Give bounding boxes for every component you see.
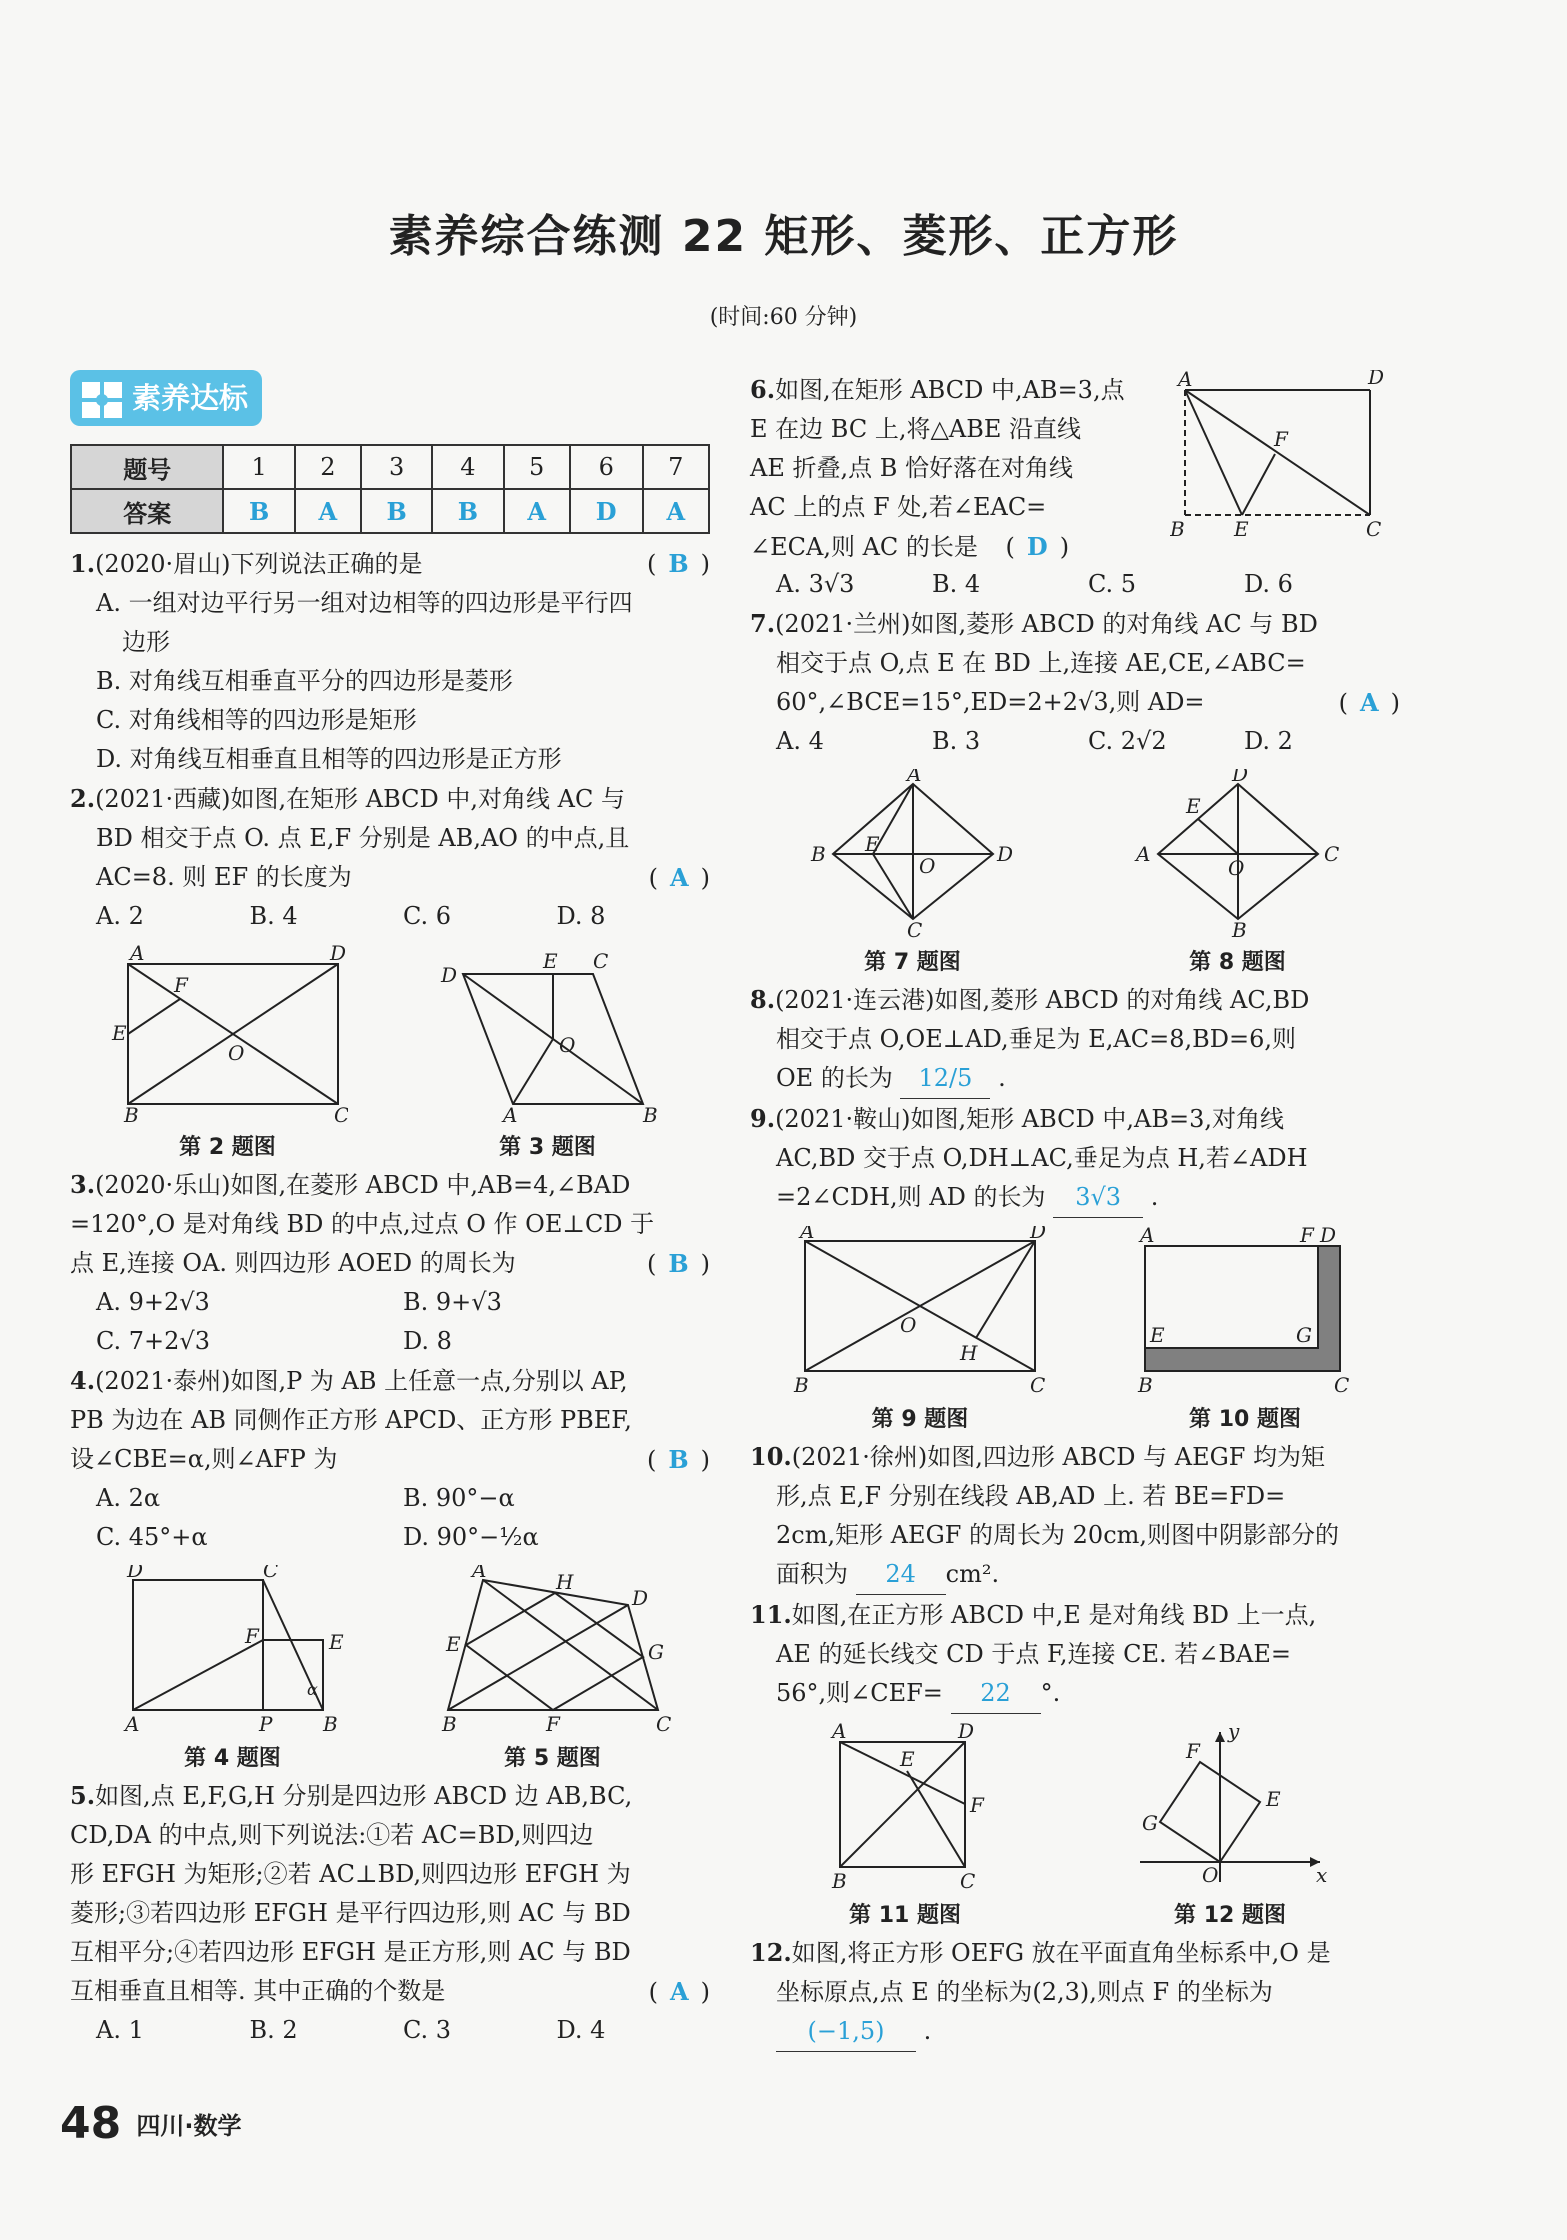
figure-row — [70, 1565, 710, 1772]
question-line — [70, 1972, 710, 2011]
question-line-text: AC=8. 则 EF 的长度为 — [96, 863, 352, 891]
question-line — [70, 1244, 710, 1283]
svg-text:C: C — [1030, 1373, 1046, 1396]
table-answer: A — [295, 489, 361, 533]
svg-text:D: D — [1030, 1226, 1047, 1243]
figure-9-diagram — [790, 1226, 1050, 1396]
option: D. 对角线互相垂直且相等的四边形是正方形 — [96, 745, 562, 773]
svg-text:H: H — [960, 1341, 978, 1365]
answer: B — [668, 1249, 689, 1278]
table-number: 4 — [432, 445, 503, 489]
question-line: (2021·连云港)如图,菱形 ABCD 的对角线 AC,BD — [775, 986, 1310, 1014]
figure-2-diagram — [108, 944, 348, 1124]
question-line: AC 上的点 F 处,若∠EAC= — [750, 493, 1047, 521]
svg-text:D: D — [126, 1565, 143, 1582]
answer-mark: ( A ) — [648, 863, 710, 892]
options — [70, 2011, 710, 2050]
question-number: 7. — [750, 609, 776, 638]
svg-text:A: A — [471, 1565, 486, 1582]
option: A. 一组对边平行另一组对边相等的四边形是平行四 — [96, 589, 633, 617]
question-line: 形 EFGH 为矩形;②若 AC⊥BD,则四边形 EFGH 为 — [70, 1860, 631, 1888]
question-line: 如图,在矩形 ABCD 中,AB=3,点 — [775, 376, 1125, 404]
question-line-text: 60°,∠BCE=15°,ED=2+2√3,则 AD= — [776, 688, 1205, 716]
svg-text:F: F — [173, 973, 188, 997]
svg-text:O: O — [1202, 1863, 1219, 1887]
svg-text:B: B — [1138, 1373, 1153, 1396]
options — [70, 1283, 710, 1322]
option: B. 9+√3 — [403, 1288, 502, 1316]
figure-caption: 第 11 题图 — [849, 1903, 961, 1928]
answer-mark: ( D ) — [1005, 532, 1070, 561]
question-8 — [750, 980, 1400, 1099]
table-number: 2 — [295, 445, 361, 489]
question-6 — [750, 370, 1400, 565]
svg-text:G: G — [1142, 1811, 1158, 1835]
option: B. 3 — [932, 727, 981, 755]
option: C. 45°+α — [96, 1523, 208, 1551]
question-line: 2cm,矩形 AEGF 的周长为 20cm,则图中阴影部分的 — [776, 1521, 1340, 1549]
puzzle-icon — [80, 380, 124, 420]
question-line: (2021·鞍山)如图,矩形 ABCD 中,AB=3,对角线 — [775, 1105, 1285, 1133]
figure-caption: 第 3 题图 — [499, 1135, 596, 1160]
fill-answer: (−1,5) — [776, 2012, 916, 2052]
question-line: OE 的长为 12/5 . — [750, 1059, 1400, 1099]
question-number: 8. — [750, 985, 776, 1014]
svg-text:D: D — [958, 1722, 975, 1743]
question-line: 坐标原点,点 E 的坐标为(2,3),则点 F 的坐标为 — [776, 1978, 1273, 2006]
table-answer-label: 答案 — [71, 489, 223, 533]
svg-text:F: F — [1274, 427, 1288, 451]
figure-10-diagram — [1130, 1226, 1360, 1396]
svg-text:E: E — [900, 1747, 915, 1771]
question-2 — [70, 779, 710, 936]
svg-text:F: F — [1300, 1226, 1314, 1247]
figure-12-diagram — [1130, 1722, 1330, 1892]
question-line: (2020·乐山)如图,在菱形 ABCD 中,AB=4,∠BAD — [95, 1171, 631, 1199]
question-line: 如图,将正方形 OEFG 放在平面直角坐标系中,O 是 — [791, 1939, 1331, 1967]
figure-caption: 第 9 题图 — [871, 1407, 969, 1432]
answer: D — [1026, 532, 1048, 561]
page-number: 48 — [60, 2098, 122, 2149]
svg-text:B: B — [123, 1103, 139, 1124]
question-number: 9. — [750, 1104, 776, 1133]
question-11 — [750, 1595, 1400, 1714]
svg-text:D: D — [1368, 370, 1385, 389]
fill-answer: 24 — [856, 1555, 946, 1595]
question-line: 相交于点 O,点 E 在 BD 上,连接 AE,CE,∠ABC= — [776, 649, 1306, 677]
answer-mark: ( A ) — [1338, 688, 1400, 717]
question-line: 如图,在正方形 ABCD 中,E 是对角线 BD 上一点, — [791, 1601, 1317, 1629]
figure-row — [750, 1226, 1400, 1433]
svg-text:E: E — [1150, 1323, 1165, 1347]
question-line: =120°,O 是对角线 BD 的中点,过点 O 作 OE⊥CD 于 — [70, 1210, 655, 1238]
left-column — [70, 370, 710, 2050]
svg-text:G: G — [1296, 1323, 1312, 1347]
question-12 — [750, 1933, 1400, 2052]
options — [750, 565, 1400, 604]
svg-text:C: C — [655, 1712, 671, 1735]
table-header-label: 题号 — [71, 445, 223, 489]
question-10 — [750, 1437, 1400, 1595]
figure-7 — [803, 769, 1023, 976]
table-number: 5 — [504, 445, 570, 489]
figure-11 — [820, 1722, 990, 1929]
svg-text:D: D — [631, 1586, 648, 1610]
table-answer: A — [504, 489, 570, 533]
table-number: 7 — [643, 445, 709, 489]
option: C. 7+2√3 — [96, 1327, 210, 1355]
question-line: CD,DA 的中点,则下列说法:①若 AC=BD,则四边 — [70, 1821, 594, 1849]
table-answer: B — [432, 489, 503, 533]
question-number: 5. — [70, 1781, 96, 1810]
figure-11-diagram — [820, 1722, 990, 1892]
figure-3 — [423, 944, 673, 1161]
option: C. 6 — [403, 902, 452, 930]
figure-row — [750, 769, 1400, 976]
question-number: 6. — [750, 375, 776, 404]
option-continued: 边形 — [122, 628, 170, 656]
answer-mark: ( A ) — [648, 1977, 710, 2006]
right-column — [750, 370, 1400, 2052]
section-badge — [70, 370, 262, 426]
svg-text:O: O — [918, 854, 935, 878]
answer-mark: ( B ) — [646, 1445, 710, 1474]
options — [70, 897, 710, 936]
options — [70, 1479, 710, 1518]
section-badge-label: 素养达标 — [132, 381, 249, 415]
svg-text:E: E — [445, 1632, 461, 1656]
answer: A — [1360, 688, 1379, 717]
question-line: 如图,点 E,F,G,H 分别是四边形 ABCD 边 AB,BC, — [95, 1782, 633, 1810]
svg-text:B: B — [1170, 517, 1185, 541]
svg-text:C: C — [262, 1565, 278, 1582]
svg-text:A: A — [832, 1722, 847, 1743]
question-line-text: =2∠CDH,则 AD 的长为 — [776, 1183, 1046, 1211]
figure-caption: 第 8 题图 — [1189, 950, 1286, 975]
svg-text:D: D — [1320, 1226, 1337, 1247]
options — [70, 1322, 710, 1361]
svg-text:F: F — [970, 1793, 984, 1817]
table-number: 6 — [570, 445, 643, 489]
fill-answer: 3√3 — [1053, 1178, 1143, 1218]
svg-text:B: B — [441, 1712, 457, 1735]
option: A. 2α — [96, 1484, 161, 1512]
table-answer: A — [643, 489, 709, 533]
svg-text:E: E — [1185, 794, 1201, 818]
figure-5 — [428, 1565, 678, 1772]
table-number: 3 — [361, 445, 432, 489]
page-title: 素养综合练测 22 矩形、菱形、正方形 — [388, 211, 1179, 262]
svg-text:B: B — [1231, 918, 1247, 939]
question-number: 3. — [70, 1170, 96, 1199]
fill-answer: 12/5 — [900, 1059, 990, 1099]
question-number: 12. — [750, 1938, 792, 1967]
svg-text:A: A — [1140, 1226, 1155, 1247]
answer: B — [668, 1445, 689, 1474]
question-line-text: ∠ECA,则 AC 的长是 — [750, 533, 978, 561]
svg-text:O: O — [900, 1313, 917, 1337]
question-stem: (2020·眉山)下列说法正确的是 — [95, 550, 423, 578]
svg-text:A: A — [906, 769, 921, 786]
question-9 — [750, 1099, 1400, 1218]
option: B. 90°−α — [403, 1484, 515, 1512]
svg-text:A: A — [502, 1103, 517, 1124]
unit: cm². — [945, 1560, 1000, 1588]
figure-caption: 第 4 题图 — [184, 1746, 281, 1771]
svg-text:F: F — [545, 1712, 560, 1735]
option: D. 2 — [1244, 727, 1293, 755]
question-line-text: 面积为 — [776, 1560, 848, 1588]
question-line: (−1,5) . — [750, 2012, 1400, 2052]
figure-4 — [103, 1565, 363, 1772]
option: A. 2 — [96, 902, 144, 930]
answer: B — [668, 549, 689, 578]
svg-text:E: E — [328, 1630, 344, 1654]
svg-text:H: H — [555, 1570, 573, 1594]
question-number: 4. — [70, 1366, 96, 1395]
question-line: 菱形;③若四边形 EFGH 是平行四边形,则 AC 与 BD — [70, 1899, 631, 1927]
svg-text:F: F — [244, 1624, 259, 1648]
option: C. 3 — [403, 2016, 452, 2044]
figure-2 — [108, 944, 348, 1161]
question-line: AE 的延长线交 CD 于点 F,连接 CE. 若∠BAE= — [776, 1640, 1291, 1668]
svg-text:B: B — [322, 1712, 338, 1735]
svg-text:A: A — [124, 1712, 139, 1735]
option: B. 4 — [932, 570, 981, 598]
svg-text:E: E — [542, 949, 558, 973]
option: D. 6 — [1244, 570, 1293, 598]
option: A. 1 — [96, 2016, 144, 2044]
question-line-text: 点 E,连接 OA. 则四边形 AOED 的周长为 — [70, 1249, 516, 1277]
svg-text:P: P — [258, 1712, 272, 1735]
question-1 — [70, 544, 710, 779]
fill-answer: 22 — [951, 1674, 1041, 1714]
question-3 — [70, 1165, 710, 1361]
svg-text:E: E — [111, 1021, 127, 1045]
question-7 — [750, 604, 1400, 761]
figure-caption: 第 7 题图 — [864, 950, 961, 975]
figure-caption: 第 12 题图 — [1174, 1903, 1286, 1928]
svg-text:B: B — [642, 1103, 658, 1124]
option: B. 2 — [249, 2016, 298, 2044]
svg-text:C: C — [906, 918, 922, 939]
figure-9 — [790, 1226, 1050, 1433]
figure-row — [70, 944, 710, 1161]
svg-text:C: C — [1323, 842, 1339, 866]
figure-10 — [1130, 1226, 1360, 1433]
svg-text:C: C — [960, 1869, 976, 1892]
subject-label: 四川·数学 — [136, 2112, 242, 2140]
answer: A — [670, 1977, 689, 2006]
svg-text:E: E — [1266, 1787, 1281, 1811]
question-line — [750, 1555, 1400, 1595]
question-line: E 在边 BC 上,将△ABE 沿直线 — [750, 415, 1082, 443]
svg-text:E: E — [864, 832, 880, 856]
question-line: 形,点 E,F 分别在线段 AB,AD 上. 若 BE=FD= — [776, 1482, 1286, 1510]
svg-text:G: G — [647, 1640, 664, 1664]
question-number: 10. — [750, 1442, 792, 1471]
question-number: 11. — [750, 1600, 792, 1629]
question-4 — [70, 1361, 710, 1557]
answer-mark: ( B ) — [646, 549, 710, 578]
question-line-text: 设∠CBE=α,则∠AFP 为 — [70, 1445, 338, 1473]
svg-text:C: C — [592, 949, 608, 973]
question-line: 相交于点 O,OE⊥AD,垂足为 E,AC=8,BD=6,则 — [776, 1025, 1297, 1053]
svg-text:C: C — [1366, 517, 1382, 541]
answer: A — [670, 863, 689, 892]
question-line: (2021·西藏)如图,在矩形 ABCD 中,对角线 AC 与 — [95, 785, 625, 813]
question-line: (2021·泰州)如图,P 为 AB 上任意一点,分别以 AP, — [95, 1367, 628, 1395]
option: A. 3√3 — [776, 570, 855, 598]
figure-6-diagram — [1170, 370, 1390, 545]
question-line-text: 互相垂直且相等. 其中正确的个数是 — [70, 1977, 446, 2005]
figure-row — [750, 1722, 1400, 1929]
figure-4-diagram — [103, 1565, 363, 1735]
svg-text:α: α — [306, 1680, 318, 1699]
question-line — [70, 858, 710, 897]
table-number: 1 — [223, 445, 294, 489]
table-answer: D — [570, 489, 643, 533]
option: B. 对角线互相垂直平分的四边形是菱形 — [96, 667, 513, 695]
question-line — [750, 683, 1400, 722]
unit: °. — [1040, 1679, 1061, 1707]
svg-text:A: A — [129, 944, 144, 965]
svg-text:A: A — [1178, 370, 1193, 391]
svg-text:B: B — [794, 1373, 809, 1396]
svg-text:D: D — [996, 842, 1013, 866]
question-line: AC,BD 交于点 O,DH⊥AC,垂足为点 H,若∠ADH — [776, 1144, 1308, 1172]
svg-text:C: C — [1334, 1373, 1350, 1396]
option: C. 2√2 — [1088, 727, 1167, 755]
svg-text:y: y — [1228, 1722, 1240, 1743]
options — [70, 1518, 710, 1557]
option: C. 对角线相等的四边形是矩形 — [96, 706, 417, 734]
figure-12 — [1130, 1722, 1330, 1929]
svg-text:C: C — [333, 1103, 348, 1124]
question-5 — [70, 1776, 710, 2050]
question-line-text: 56°,则∠CEF= — [776, 1679, 943, 1707]
figure-8-diagram — [1128, 769, 1348, 939]
svg-text:O: O — [1227, 856, 1244, 880]
question-line-text: OE 的长为 — [776, 1064, 893, 1092]
option: D. 8 — [403, 1327, 452, 1355]
option: D. 8 — [556, 902, 606, 930]
question-line: 互相平分;④若四边形 EFGH 是正方形,则 AC 与 BD — [70, 1938, 631, 1966]
answer-mark: ( B ) — [646, 1249, 710, 1278]
footer — [60, 2098, 241, 2149]
svg-text:O: O — [227, 1041, 244, 1065]
options — [750, 722, 1400, 761]
figure-5-diagram — [428, 1565, 678, 1735]
table-answer: B — [361, 489, 432, 533]
question-line: (2021·徐州)如图,四边形 ABCD 与 AEGF 均为矩 — [791, 1443, 1326, 1471]
option: B. 4 — [249, 902, 298, 930]
question-line: (2021·兰州)如图,菱形 ABCD 的对角线 AC 与 BD — [775, 610, 1318, 638]
question-line — [70, 1440, 710, 1479]
option: A. 9+2√3 — [96, 1288, 210, 1316]
figure-3-diagram — [423, 944, 673, 1124]
svg-text:B: B — [832, 1869, 847, 1892]
table-answer: B — [223, 489, 294, 533]
figure-caption: 第 10 题图 — [1189, 1407, 1301, 1432]
svg-text:O: O — [558, 1033, 575, 1057]
svg-text:E: E — [1234, 517, 1249, 541]
option: A. 4 — [776, 727, 824, 755]
time-limit: (时间:60 分钟) — [709, 305, 858, 330]
question-line: AE 折叠,点 B 恰好落在对角线 — [750, 454, 1074, 482]
svg-text:D: D — [1231, 769, 1248, 786]
svg-text:D: D — [329, 944, 346, 965]
svg-text:A: A — [800, 1226, 815, 1243]
question-line — [750, 1674, 1400, 1714]
question-line: =2∠CDH,则 AD 的长为 3√3 . — [750, 1178, 1400, 1218]
option: C. 5 — [1088, 570, 1137, 598]
option: D. 4 — [556, 2016, 606, 2044]
svg-text:A: A — [1135, 842, 1150, 866]
option: D. 90°−½α — [403, 1523, 539, 1551]
question-number: 2. — [70, 784, 96, 813]
figure-7-diagram — [803, 769, 1023, 939]
figure-caption: 第 5 题图 — [504, 1746, 601, 1771]
question-number: 1. — [70, 549, 96, 578]
answer-table — [70, 444, 710, 534]
figure-8 — [1128, 769, 1348, 976]
question-line: BD 相交于点 O. 点 E,F 分别是 AB,AO 的中点,且 — [96, 824, 630, 852]
svg-text:F: F — [1186, 1739, 1200, 1763]
svg-text:B: B — [810, 842, 826, 866]
question-line: PB 为边在 AB 同侧作正方形 APCD、正方形 PBEF, — [70, 1406, 632, 1434]
svg-text:x: x — [1316, 1863, 1328, 1887]
figure-caption: 第 2 题图 — [179, 1135, 276, 1160]
svg-text:D: D — [440, 963, 457, 987]
